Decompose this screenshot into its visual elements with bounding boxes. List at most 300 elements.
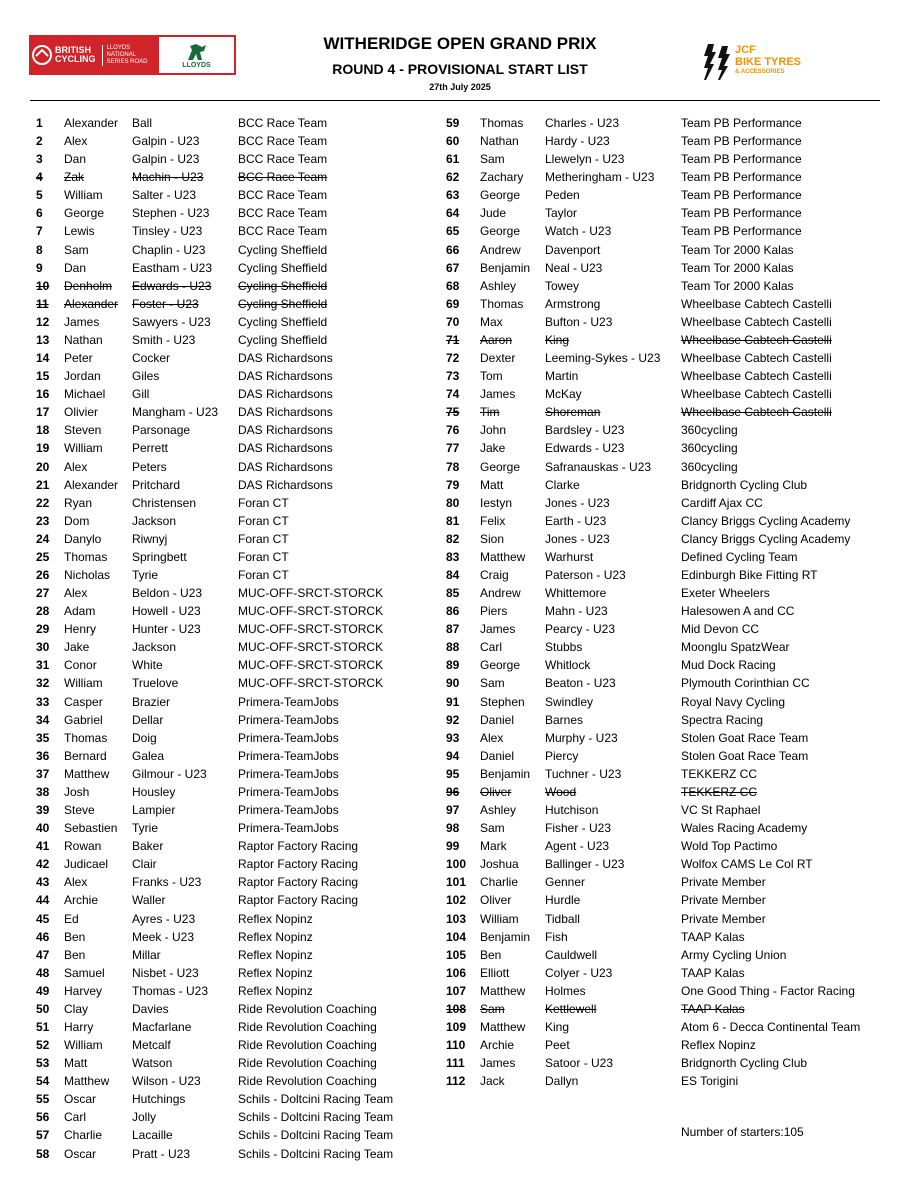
- rider-row: [0, 1090, 923, 1108]
- rider-team: BCC Race Team: [238, 188, 328, 203]
- rider-last-name: Peet: [545, 1038, 570, 1053]
- lloyds-label: LLOYDS: [182, 61, 211, 69]
- rider-number: 81: [446, 513, 460, 528]
- rider-first-name: Alex: [64, 134, 88, 149]
- rider-first-name: Alex: [64, 586, 88, 601]
- rider-number: 97: [446, 803, 460, 818]
- rider-first-name: Alexander: [64, 116, 119, 130]
- rider-team: Team PB Performance: [681, 224, 802, 239]
- rider-number: 7: [36, 224, 43, 239]
- rider-row: [0, 295, 923, 313]
- rider-first-name: Piers: [480, 604, 508, 619]
- rider-first-name: Craig: [480, 568, 509, 582]
- rider-number: 108: [446, 1001, 467, 1016]
- rider-first-name: Michael: [64, 387, 106, 402]
- rider-row: [0, 964, 923, 982]
- page-title: WITHERIDGE OPEN GRAND PRIX: [323, 34, 597, 53]
- rider-team: Primera-TeamJobs: [238, 784, 339, 799]
- rider-row: [0, 241, 923, 259]
- rider-team: Team PB Performance: [681, 134, 802, 149]
- rider-first-name: Ben: [64, 929, 86, 944]
- rider-number: 37: [36, 766, 50, 781]
- rider-row: [0, 783, 923, 801]
- rider-team: Reflex Nopinz: [238, 929, 313, 944]
- rider-first-name: Sebastien: [64, 821, 118, 836]
- rider-number: 15: [36, 369, 50, 384]
- rider-team: BCC Race Team: [238, 206, 328, 221]
- rider-last-name: Giles: [132, 369, 160, 384]
- rider-number: 13: [36, 332, 50, 347]
- rider-last-name: Truelove: [132, 676, 179, 691]
- rider-number: 71: [446, 332, 460, 347]
- rider-row: [0, 331, 923, 349]
- rider-number: 40: [36, 821, 50, 836]
- rider-number: 16: [36, 387, 50, 402]
- rider-number: 89: [446, 658, 460, 673]
- rider-number: 95: [446, 766, 460, 781]
- rider-number: 109: [446, 1020, 467, 1034]
- rider-number: 72: [446, 351, 460, 366]
- rider-last-name: Parsonage: [132, 423, 191, 438]
- rider-last-name: Neal - U23: [545, 260, 603, 275]
- rider-number: 35: [36, 730, 50, 745]
- rider-row: [0, 855, 923, 873]
- rider-row: [0, 114, 923, 132]
- rider-last-name: Bufton - U23: [545, 314, 613, 329]
- rider-last-name: Pearcy - U23: [545, 622, 616, 637]
- rider-last-name: Jones - U23: [545, 531, 610, 546]
- rider-team: BCC Race Team: [238, 116, 328, 130]
- rider-last-name: Charles - U23: [545, 116, 620, 130]
- rider-team: Royal Navy Cycling: [681, 694, 786, 709]
- rider-team: DAS Richardsons: [238, 369, 333, 384]
- rider-first-name: Ben: [480, 947, 502, 962]
- rider-first-name: Harry: [64, 1020, 94, 1034]
- rider-team: Reflex Nopinz: [238, 947, 313, 962]
- rider-first-name: Alex: [64, 875, 88, 890]
- rider-last-name: Safranauskas - U23: [545, 459, 652, 474]
- rider-row: [0, 349, 923, 367]
- rider-number: 104: [446, 929, 467, 944]
- rider-team: Primera-TeamJobs: [238, 821, 339, 836]
- rider-first-name: Dom: [64, 513, 90, 528]
- rider-row: [0, 168, 923, 186]
- rider-number: 87: [446, 622, 460, 637]
- rider-first-name: Benjamin: [480, 929, 531, 944]
- rider-row: [0, 1108, 923, 1126]
- rider-team: Cycling Sheffield: [238, 260, 328, 275]
- rider-team: 360cycling: [681, 459, 738, 474]
- rider-team: Cycling Sheffield: [238, 314, 328, 329]
- rider-first-name: Oliver: [480, 784, 512, 799]
- rider-first-name: Oscar: [64, 1092, 97, 1107]
- rider-team: ES Torigini: [681, 1074, 739, 1089]
- rider-first-name: Thomas: [480, 116, 524, 130]
- rider-first-name: Denholm: [64, 278, 113, 293]
- rider-first-name: William: [480, 911, 519, 926]
- rider-number: 96: [446, 784, 460, 799]
- rider-number: 5: [36, 188, 43, 203]
- rider-number: 29: [36, 622, 50, 637]
- rider-number: 66: [446, 242, 460, 257]
- rider-row: [0, 891, 923, 909]
- rider-number: 4: [36, 170, 43, 185]
- jcf-wordmark: [735, 44, 801, 76]
- rider-number: 106: [446, 965, 467, 980]
- rider-team: Bridgnorth Cycling Club: [681, 477, 808, 492]
- rider-last-name: Jackson: [132, 513, 177, 528]
- rider-team: Wheelbase Cabtech Castelli: [681, 351, 832, 366]
- rider-first-name: Sam: [480, 676, 505, 691]
- rider-first-name: Thomas: [480, 296, 524, 311]
- rider-team: Wheelbase Cabtech Castelli: [681, 332, 832, 347]
- rider-team: Reflex Nopinz: [238, 911, 313, 926]
- rider-team: 360cycling: [681, 423, 738, 438]
- rider-first-name: Matthew: [64, 766, 110, 781]
- rider-last-name: Metheringham - U23: [545, 170, 655, 185]
- rider-last-name: Tyrie: [132, 821, 159, 836]
- rider-number: 59: [446, 116, 460, 130]
- rider-first-name: Benjamin: [480, 260, 531, 275]
- rider-first-name: Clay: [64, 1001, 89, 1016]
- starters-count: Number of starters:105: [681, 1125, 804, 1139]
- rider-last-name: Nisbet - U23: [132, 965, 199, 980]
- rider-first-name: Tom: [480, 369, 503, 384]
- rider-row: [0, 873, 923, 891]
- rider-first-name: James: [64, 314, 100, 329]
- rider-row: [0, 458, 923, 476]
- rider-number: 20: [36, 459, 50, 474]
- rider-number: 21: [36, 477, 50, 492]
- rider-number: 100: [446, 857, 467, 872]
- rider-team: One Good Thing - Factor Racing: [681, 983, 855, 998]
- rider-first-name: Joshua: [480, 857, 519, 872]
- rider-team: DAS Richardsons: [238, 459, 333, 474]
- rider-number: 80: [446, 495, 460, 510]
- rider-number: 19: [36, 441, 50, 456]
- rider-first-name: Alex: [64, 459, 88, 474]
- rider-row: [0, 711, 923, 729]
- rider-team: Reflex Nopinz: [238, 983, 313, 998]
- rider-number: 42: [36, 857, 50, 872]
- rider-first-name: Charlie: [64, 1128, 103, 1143]
- rider-number: 64: [446, 206, 460, 221]
- rider-last-name: Howell - U23: [132, 604, 201, 619]
- rider-row: [0, 1054, 923, 1072]
- rider-first-name: Carl: [480, 640, 503, 655]
- jcf-line3: & ACCESSORIES: [735, 69, 785, 75]
- rider-last-name: Genner: [545, 875, 586, 890]
- rider-last-name: Meek - U23: [132, 929, 195, 944]
- rider-number: 73: [446, 369, 460, 384]
- rider-last-name: Agent - U23: [545, 839, 610, 854]
- bc-bicycle-icon: [31, 44, 53, 66]
- rider-last-name: Earth - U23: [545, 513, 607, 528]
- rider-last-name: Macfarlane: [132, 1020, 192, 1034]
- rider-row: [0, 674, 923, 692]
- rider-last-name: Ball: [132, 116, 153, 130]
- rider-last-name: White: [132, 658, 163, 673]
- jcf-line1: JCF: [735, 44, 756, 56]
- rider-team: TEKKERZ CC: [681, 784, 758, 799]
- rider-last-name: Armstrong: [545, 296, 601, 311]
- rider-number: 8: [36, 242, 43, 257]
- rider-team: Team PB Performance: [681, 152, 802, 167]
- rider-team: Mud Dock Racing: [681, 658, 776, 673]
- rider-last-name: Ayres - U23: [132, 911, 196, 926]
- rider-team: Stolen Goat Race Team: [681, 748, 809, 763]
- rider-team: DAS Richardsons: [238, 405, 333, 420]
- rider-team: BCC Race Team: [238, 134, 328, 149]
- rider-team: MUC-OFF-SRCT-STORCK: [238, 622, 384, 637]
- rider-number: 69: [446, 296, 460, 311]
- rider-last-name: Peden: [545, 188, 580, 203]
- rider-team: Ride Revolution Coaching: [238, 1056, 377, 1071]
- rider-team: Ride Revolution Coaching: [238, 1001, 377, 1016]
- rider-team: Ride Revolution Coaching: [238, 1020, 377, 1034]
- rider-row: [0, 1072, 923, 1090]
- rider-first-name: Nathan: [480, 134, 519, 149]
- rider-row: [0, 367, 923, 385]
- rider-number: 74: [446, 387, 460, 402]
- rider-last-name: Springbett: [132, 549, 187, 564]
- rider-row: [0, 819, 923, 837]
- rider-team: Schils - Doltcini Racing Team: [238, 1092, 394, 1107]
- rider-last-name: Pratt - U23: [132, 1146, 191, 1161]
- rider-last-name: Stephen - U23: [132, 206, 210, 221]
- rider-team: Army Cycling Union: [681, 947, 787, 962]
- bc-logo-red-panel: [31, 37, 159, 73]
- rider-number: 65: [446, 224, 460, 239]
- rider-team: Cardiff Ajax CC: [681, 495, 763, 510]
- rider-team: Foran CT: [238, 513, 289, 528]
- rider-number: 92: [446, 712, 460, 727]
- rider-first-name: George: [480, 188, 521, 203]
- rider-first-name: John: [480, 423, 507, 438]
- page-subtitle: ROUND 4 - PROVISIONAL START LIST: [332, 61, 588, 77]
- rider-number: 43: [36, 875, 50, 890]
- rider-team: Team Tor 2000 Kalas: [681, 260, 794, 275]
- rider-team: Moonglu SpatzWear: [681, 640, 790, 655]
- rider-number: 6: [36, 206, 43, 221]
- rider-number: 24: [36, 531, 50, 546]
- rider-first-name: Josh: [64, 784, 90, 799]
- rider-number: 56: [36, 1110, 50, 1125]
- rider-first-name: Daniel: [480, 712, 515, 727]
- rider-first-name: Stephen: [480, 694, 525, 709]
- rider-team: VC St Raphael: [681, 803, 761, 818]
- rider-team: Private Member: [681, 911, 766, 926]
- rider-row: [0, 729, 923, 747]
- rider-number: 26: [36, 568, 50, 582]
- rider-last-name: Satoor - U23: [545, 1056, 614, 1071]
- rider-number: 51: [36, 1020, 50, 1034]
- rider-row: [0, 801, 923, 819]
- rider-first-name: Ashley: [480, 278, 517, 293]
- rider-last-name: Edwards - U23: [132, 278, 212, 293]
- rider-first-name: Gabriel: [64, 712, 103, 727]
- rider-team: Spectra Racing: [681, 712, 764, 727]
- rider-last-name: Towey: [545, 278, 580, 293]
- rider-row: [0, 1145, 923, 1163]
- rider-first-name: George: [480, 658, 521, 673]
- rider-last-name: Leeming-Sykes - U23: [545, 351, 661, 366]
- rider-last-name: Watson: [132, 1056, 173, 1071]
- rider-number: 110: [446, 1038, 466, 1053]
- rider-number: 50: [36, 1001, 50, 1016]
- rider-number: 18: [36, 423, 50, 438]
- rider-last-name: Tuchner - U23: [545, 766, 622, 781]
- rider-team: Defined Cycling Team: [681, 549, 798, 564]
- rider-number: 32: [36, 676, 50, 691]
- rider-team: MUC-OFF-SRCT-STORCK: [238, 676, 384, 691]
- rider-number: 68: [446, 278, 460, 293]
- rider-team: Schils - Doltcini Racing Team: [238, 1146, 394, 1161]
- rider-first-name: Jake: [64, 640, 90, 655]
- rider-last-name: Fisher - U23: [545, 821, 612, 836]
- rider-last-name: Doig: [132, 730, 157, 745]
- rider-row: [0, 1000, 923, 1018]
- rider-row: [0, 222, 923, 240]
- rider-number: 61: [446, 152, 460, 167]
- rider-team: Team Tor 2000 Kalas: [681, 278, 794, 293]
- rider-row: [0, 259, 923, 277]
- rider-last-name: Hunter - U23: [132, 622, 201, 637]
- rider-first-name: Andrew: [480, 586, 521, 601]
- rider-number: 83: [446, 549, 460, 564]
- rider-row: [0, 693, 923, 711]
- rider-number: 105: [446, 947, 467, 962]
- rider-first-name: Max: [480, 314, 503, 329]
- rider-first-name: William: [64, 188, 103, 203]
- rider-first-name: Iestyn: [480, 495, 513, 510]
- rider-row: [0, 530, 923, 548]
- rider-last-name: Galpin - U23: [132, 152, 200, 167]
- rider-first-name: Ben: [64, 947, 86, 962]
- rider-team: Clancy Briggs Cycling Academy: [681, 531, 851, 546]
- rider-team: Edinburgh Bike Fitting RT: [681, 568, 818, 582]
- rider-first-name: Matthew: [64, 1074, 110, 1089]
- rider-number: 54: [36, 1074, 50, 1089]
- rider-last-name: Tinsley - U23: [132, 224, 203, 239]
- rider-last-name: Eastham - U23: [132, 260, 213, 275]
- rider-first-name: Casper: [64, 694, 103, 709]
- rider-number: 12: [36, 314, 50, 329]
- rider-number: 33: [36, 694, 50, 709]
- rider-team: Primera-TeamJobs: [238, 766, 339, 781]
- rider-team: Team Tor 2000 Kalas: [681, 242, 794, 257]
- rider-first-name: Rowan: [64, 839, 102, 854]
- rider-last-name: Paterson - U23: [545, 568, 626, 582]
- rider-last-name: Peters: [132, 459, 167, 474]
- rider-row: [0, 1018, 923, 1036]
- rider-last-name: Wood: [545, 784, 577, 799]
- rider-last-name: Galpin - U23: [132, 134, 200, 149]
- rider-row: [0, 150, 923, 168]
- rider-number: 99: [446, 839, 460, 854]
- rider-row: [0, 620, 923, 638]
- rider-first-name: Daniel: [480, 748, 515, 763]
- rider-last-name: King: [545, 1020, 570, 1034]
- rider-first-name: Matt: [480, 477, 504, 492]
- rider-team: TAAP Kalas: [681, 965, 745, 980]
- rider-first-name: James: [480, 622, 516, 637]
- rider-row: [0, 132, 923, 150]
- rider-last-name: Hutchison: [545, 803, 599, 818]
- rider-last-name: Llewelyn - U23: [545, 152, 625, 167]
- rider-first-name: Matt: [64, 1056, 88, 1071]
- lloyds-horse-icon: [184, 42, 210, 62]
- rider-number: 10: [36, 278, 50, 293]
- rider-team: MUC-OFF-SRCT-STORCK: [238, 604, 384, 619]
- rider-team: DAS Richardsons: [238, 477, 333, 492]
- rider-last-name: King: [545, 332, 570, 347]
- rider-row: [0, 656, 923, 674]
- rider-number: 85: [446, 586, 460, 601]
- rider-first-name: Jack: [480, 1074, 505, 1089]
- rider-first-name: Dan: [64, 152, 87, 167]
- rider-team: Wolfox CAMS Le Col RT: [681, 857, 813, 872]
- rider-team: Private Member: [681, 893, 766, 908]
- rider-row: [0, 421, 923, 439]
- rider-team: Cycling Sheffield: [238, 242, 328, 257]
- rider-team: Wheelbase Cabtech Castelli: [681, 314, 832, 329]
- rider-number: 27: [36, 586, 50, 601]
- rider-last-name: Barnes: [545, 712, 584, 727]
- rider-last-name: Warhurst: [545, 549, 594, 564]
- rider-last-name: Beaton - U23: [545, 676, 616, 691]
- rider-first-name: Nathan: [64, 332, 103, 347]
- rider-first-name: Felix: [480, 513, 506, 528]
- rider-last-name: Murphy - U23: [545, 730, 618, 745]
- rider-team: Foran CT: [238, 549, 289, 564]
- tyre-tracks-icon: [702, 42, 734, 82]
- rider-team: Halesowen A and CC: [681, 604, 795, 619]
- rider-last-name: Ballinger - U23: [545, 857, 625, 872]
- rider-last-name: Tidball: [545, 911, 580, 926]
- rider-number: 94: [446, 748, 460, 763]
- rider-number: 70: [446, 314, 460, 329]
- rider-number: 93: [446, 730, 460, 745]
- rider-team: Team PB Performance: [681, 188, 802, 203]
- rider-team: Schils - Doltcini Racing Team: [238, 1128, 394, 1143]
- rider-number: 34: [36, 712, 50, 727]
- rider-team: Team PB Performance: [681, 170, 802, 185]
- rider-last-name: Christensen: [132, 495, 197, 510]
- rider-last-name: Jackson: [132, 640, 177, 655]
- rider-number: 30: [36, 640, 50, 655]
- rider-last-name: Jones - U23: [545, 495, 610, 510]
- rider-team: DAS Richardsons: [238, 423, 333, 438]
- rider-team: Raptor Factory Racing: [238, 839, 359, 854]
- rider-first-name: Benjamin: [480, 766, 531, 781]
- rider-first-name: Jordan: [64, 369, 101, 384]
- rider-team: Raptor Factory Racing: [238, 893, 359, 908]
- rider-first-name: Samuel: [64, 965, 105, 980]
- rider-team: Ride Revolution Coaching: [238, 1074, 377, 1089]
- rider-number: 41: [36, 839, 50, 854]
- rider-team: Reflex Nopinz: [238, 965, 313, 980]
- rider-row: [0, 494, 923, 512]
- rider-first-name: James: [480, 387, 516, 402]
- rider-team: MUC-OFF-SRCT-STORCK: [238, 586, 384, 601]
- rider-number: 49: [36, 983, 50, 998]
- rider-last-name: Whitlock: [545, 658, 591, 673]
- rider-number: 82: [446, 531, 460, 546]
- rider-number: 107: [446, 983, 467, 998]
- rider-last-name: Pritchard: [132, 477, 181, 492]
- rider-number: 63: [446, 188, 460, 203]
